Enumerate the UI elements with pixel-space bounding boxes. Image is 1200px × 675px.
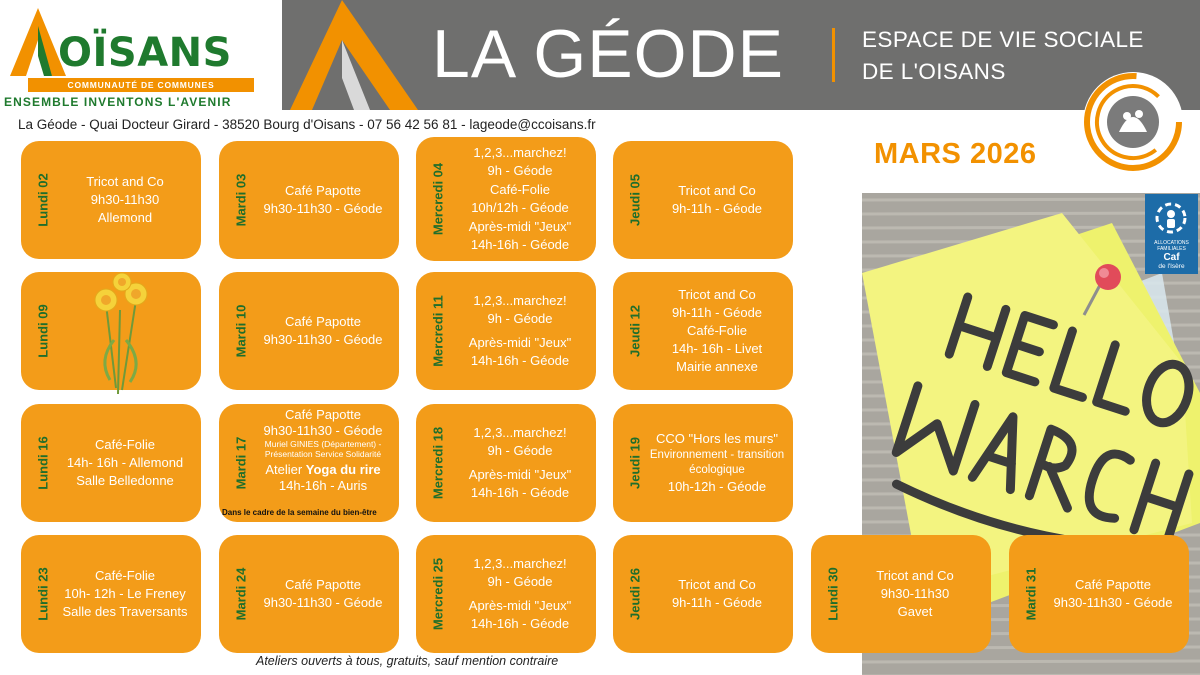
day-card-mercredi-25 xyxy=(416,535,596,653)
day-label: Lundi 02 xyxy=(35,173,51,227)
geode-title: LA GÉODE xyxy=(432,16,784,92)
activity-line: Café-Folie xyxy=(490,181,550,197)
daffodil-icon xyxy=(88,270,158,394)
day-card-jeudi-19 xyxy=(613,404,793,522)
day-label: Mardi 10 xyxy=(233,304,249,358)
day-label: Mercredi 04 xyxy=(430,162,446,236)
activity-line: 9h - Géode xyxy=(487,443,553,458)
caf-line-2: FAMILIALES xyxy=(1157,246,1186,252)
activity-line: 1,2,3...marchez! xyxy=(473,144,567,160)
day-label: Jeudi 12 xyxy=(627,304,643,358)
oisans-logo xyxy=(0,0,270,112)
caf-region: de l'Isère xyxy=(1158,263,1185,270)
activity-line: 9h30-11h30 xyxy=(880,586,950,601)
activity-line: Tricot and Co xyxy=(678,577,756,592)
day-label: Lundi 30 xyxy=(825,567,841,621)
activity-line: Café Papotte xyxy=(285,183,361,198)
footer-note: Ateliers ouverts à tous, gratuits, sauf mention contraire xyxy=(256,654,559,668)
activity-line: 14h-16h - Géode xyxy=(470,353,570,368)
day-card-lundi-23 xyxy=(21,535,201,653)
day-label: Jeudi 26 xyxy=(627,567,643,621)
activity-line: 9h30-11h30 - Géode xyxy=(263,201,383,216)
activity-line: Après-midi "Jeux" xyxy=(468,218,572,234)
logo-band: COMMUNAUTÉ DE COMMUNES xyxy=(28,78,254,92)
activity-line: Environnement - transition xyxy=(649,449,785,461)
activity-line: 9h - Géode xyxy=(487,163,553,178)
caf-line-1: ALLOCATIONS xyxy=(1154,240,1189,246)
activity-line: Tricot and Co xyxy=(678,183,756,198)
activity-line: Gavet xyxy=(897,604,933,619)
activity-line: Tricot and Co xyxy=(678,287,756,302)
activity-line: 9h30-11h30 - Géode xyxy=(263,423,383,438)
activity-line: Café Papotte xyxy=(1075,577,1151,592)
activity-line: Café Papotte xyxy=(285,314,361,329)
activity-line xyxy=(265,462,380,478)
day-card-mercredi-18 xyxy=(416,404,596,522)
atelier-prefix: Atelier xyxy=(265,462,306,477)
day-card-lundi-02 xyxy=(21,141,201,259)
activity-line: Mairie annexe xyxy=(676,359,758,374)
activity-line: 14h-16h - Auris xyxy=(278,478,368,493)
day-label: Mardi 31 xyxy=(1023,567,1039,621)
activity-line: 14h-16h - Géode xyxy=(470,237,570,252)
day-card-jeudi-05 xyxy=(613,141,793,259)
activity-line: 10h/12h - Géode xyxy=(471,200,569,215)
day-label: Jeudi 19 xyxy=(627,436,643,490)
day-card-mardi-24 xyxy=(219,535,399,653)
day-card-jeudi-26 xyxy=(613,535,793,653)
activity-line: Après-midi "Jeux" xyxy=(468,335,572,350)
activity-line: 9h30-11h30 - Géode xyxy=(263,595,383,610)
day-label: Jeudi 05 xyxy=(627,173,643,227)
activity-line: Tricot and Co xyxy=(876,568,954,583)
title-separator xyxy=(832,28,835,82)
activity-line: Allemond xyxy=(97,210,153,225)
day-label: Mardi 24 xyxy=(233,567,249,621)
activity-line: Présentation Service Solidarité xyxy=(264,449,382,459)
activity-line: 9h-11h - Géode xyxy=(671,305,763,320)
day-card-mardi-17 xyxy=(219,404,399,522)
day-label: Mercredi 18 xyxy=(430,426,446,500)
day-card-mercredi-04 xyxy=(416,137,596,261)
day-label: Mercredi 25 xyxy=(430,557,446,631)
activity-line: Salle des Traversants xyxy=(62,604,188,619)
activity-line: 1,2,3...marchez! xyxy=(473,425,567,440)
address-line: La Géode - Quai Docteur Girard - 38520 Bourg d'Oisans - 07 56 42 56 81 - lageode@ccoisans.fr xyxy=(18,117,596,132)
logo-tagline: ENSEMBLE INVENTONS L'AVENIR xyxy=(4,95,232,109)
activity-line: 9h30-11h30 xyxy=(90,192,160,207)
subtitle-line-1: ESPACE DE VIE SOCIALE xyxy=(862,27,1144,52)
activity-line: Après-midi "Jeux" xyxy=(468,598,572,613)
activity-line: 14h-16h - Géode xyxy=(470,616,570,631)
caf-logo xyxy=(1145,194,1198,274)
activity-line: Café-Folie xyxy=(95,437,155,452)
activity-line: 14h- 16h - Allemond xyxy=(66,455,184,470)
subtitle-line-2: DE L'OISANS xyxy=(862,59,1006,84)
yoga-du-rire-label: Yoga du rire xyxy=(305,462,381,477)
caf-family-icon xyxy=(1151,198,1191,238)
day-card-mercredi-11 xyxy=(416,272,596,390)
geode-bubble-logo-icon xyxy=(1075,66,1199,178)
activity-line: 9h-11h - Géode xyxy=(671,201,763,216)
activity-line: écologique xyxy=(689,464,745,476)
day-label: Mardi 03 xyxy=(233,173,249,227)
activity-line: 14h-16h - Géode xyxy=(470,485,570,500)
activity-line: Après-midi "Jeux" xyxy=(468,467,572,482)
activity-line: 10h-12h - Géode xyxy=(667,479,767,494)
activity-line: 1,2,3...marchez! xyxy=(473,556,567,571)
activity-line: 10h- 12h - Le Freney xyxy=(64,586,186,601)
activity-line: 9h - Géode xyxy=(487,311,553,326)
activity-line: 14h- 16h - Livet xyxy=(671,341,763,356)
day-label: Lundi 23 xyxy=(35,567,51,621)
activity-line: 9h30-11h30 - Géode xyxy=(1053,595,1173,610)
activity-line: 9h-11h - Géode xyxy=(671,595,763,610)
activity-line: Café-Folie xyxy=(687,323,747,338)
day-card-jeudi-12 xyxy=(613,272,793,390)
day-card-mardi-10 xyxy=(219,272,399,390)
activity-line: Café Papotte xyxy=(285,407,361,422)
activity-line: Muriel GINIES (Département) - xyxy=(264,439,382,449)
day-card-lundi-16 xyxy=(21,404,201,522)
activity-line: Salle Belledonne xyxy=(76,473,174,488)
day-card-mardi-03 xyxy=(219,141,399,259)
wellbeing-week-note: Dans le cadre de la semaine du bien-être xyxy=(222,508,377,517)
activity-line: Café Papotte xyxy=(285,577,361,592)
caf-name: Caf xyxy=(1163,252,1180,263)
day-label: Lundi 16 xyxy=(35,436,51,490)
logo-word: OÏSANS xyxy=(58,30,232,76)
activity-line: Tricot and Co xyxy=(86,174,164,189)
day-label: Lundi 09 xyxy=(35,304,51,358)
activity-line: Café-Folie xyxy=(95,568,155,583)
day-label: Mercredi 11 xyxy=(430,295,446,367)
activity-line: 9h30-11h30 - Géode xyxy=(263,332,383,347)
day-card-lundi-30 xyxy=(811,535,991,653)
activity-line: 1,2,3...marchez! xyxy=(473,293,567,308)
activity-line: CCO "Hors les murs" xyxy=(656,431,778,446)
geode-mountain-icon xyxy=(290,0,418,110)
month-title: MARS 2026 xyxy=(874,138,1037,170)
day-card-mardi-31 xyxy=(1009,535,1189,653)
activity-line: 9h - Géode xyxy=(487,574,553,589)
day-label: Mardi 17 xyxy=(233,436,249,490)
